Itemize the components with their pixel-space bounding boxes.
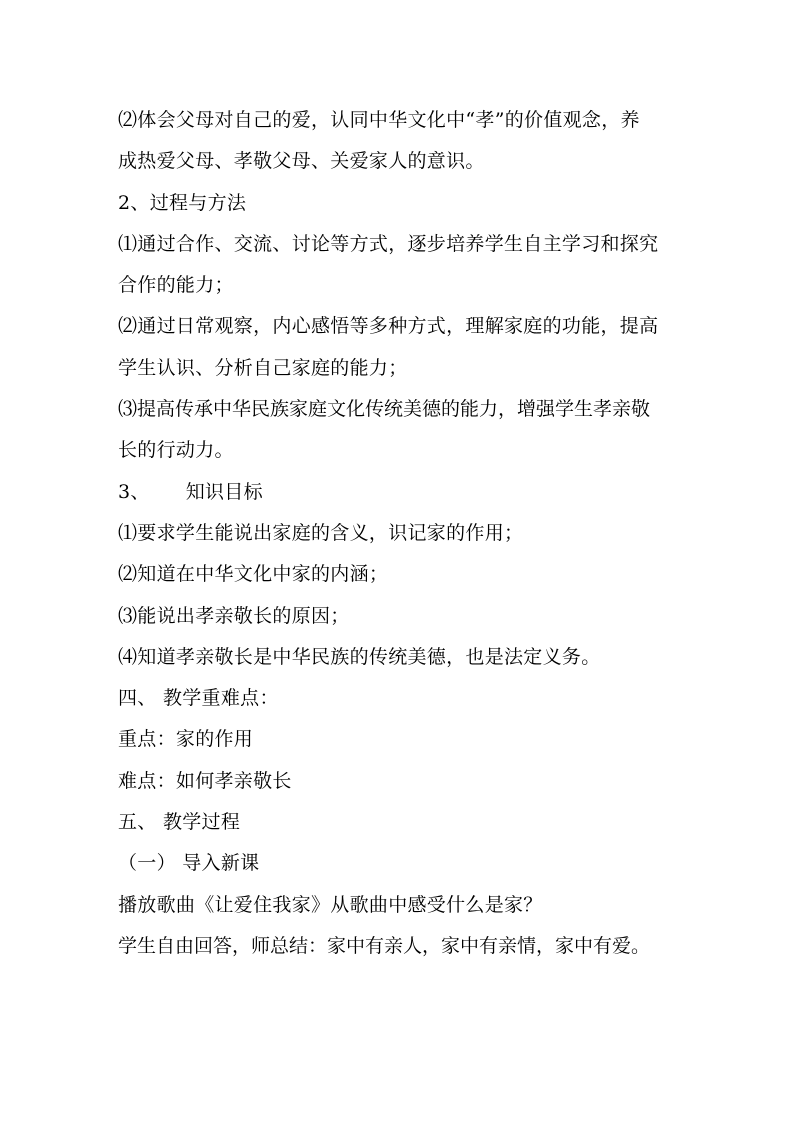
paragraph-line: ⑷知道孝亲敬长是中华民族的传统美德，也是法定义务。 — [118, 645, 601, 668]
paragraph-line: 合作的能力； — [118, 274, 234, 297]
paragraph-line: ⑴通过合作、交流、讨论等方式，逐步培养学生自主学习和探究 — [118, 232, 659, 255]
paragraph-line: ⑵通过日常观察，内心感悟等多种方式，理解家庭的功能，提高 — [118, 315, 659, 338]
paragraph-line: 难点：如何孝亲敬长 — [118, 769, 292, 792]
section-heading: 五、 教学过程 — [118, 811, 241, 834]
section-heading — [118, 472, 678, 513]
section-number: 3、 — [118, 480, 150, 503]
section-heading: 四、 教学重难点： — [118, 687, 279, 710]
document-body — [118, 100, 678, 967]
paragraph-line: ⑶提高传承中华民族家庭文化传统美德的能力，增强学生孝亲敬 — [118, 398, 651, 421]
paragraph-line: 学生自由回答，师总结：家中有亲人，家中有亲情，家中有爱。 — [118, 934, 651, 957]
section-heading: 2、过程与方法 — [118, 191, 247, 214]
paragraph-line: 长的行动力。 — [118, 439, 234, 462]
paragraph-line: ⑶能说出孝亲敬长的原因； — [118, 604, 350, 627]
paragraph-line: 学生认识、分析自己家庭的能力； — [118, 356, 408, 379]
paragraph-line: ⑵体会父母对自己的爱，认同中华文化中“孝”的价值观念，养 — [118, 109, 640, 131]
paragraph-line: ⑴要求学生能说出家庭的含义，识记家的作用； — [118, 521, 524, 544]
subsection-heading: （一） 导入新课 — [118, 852, 260, 875]
paragraph-line: ⑵知道在中华文化中家的内涵； — [118, 563, 389, 586]
paragraph-line: 重点：家的作用 — [118, 728, 254, 751]
paragraph-line: 成热爱父母、孝敬父母、关爱家人的意识。 — [118, 150, 485, 173]
section-title: 知识目标 — [185, 480, 263, 503]
paragraph-line: 播放歌曲《让爱住我家》从歌曲中感受什么是家？ — [118, 893, 543, 916]
